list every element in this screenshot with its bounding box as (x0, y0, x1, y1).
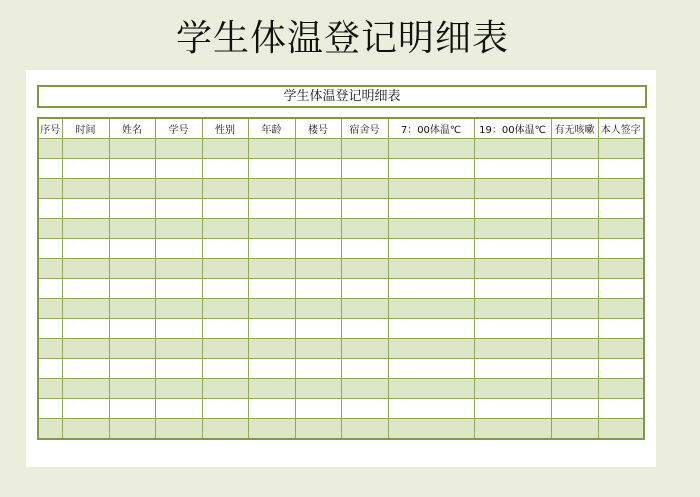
table-cell[interactable] (551, 399, 598, 419)
table-cell[interactable] (341, 239, 388, 259)
table-cell[interactable] (341, 219, 388, 239)
table-cell[interactable] (341, 159, 388, 179)
table-cell[interactable] (551, 179, 598, 199)
table-cell[interactable] (388, 419, 474, 440)
column-header[interactable]: 年龄 (248, 118, 295, 139)
table-row (38, 259, 644, 279)
table-row (38, 319, 644, 339)
table-cell[interactable] (62, 199, 109, 219)
table-cell[interactable] (248, 239, 295, 259)
column-header[interactable]: 性别 (202, 118, 248, 139)
table-cell[interactable] (38, 279, 62, 299)
table-cell[interactable] (295, 379, 341, 399)
table-cell[interactable] (341, 259, 388, 279)
table-cell[interactable] (341, 279, 388, 299)
column-header[interactable]: 19：00体温℃ (474, 118, 551, 139)
table-cell[interactable] (109, 139, 155, 159)
table-row (38, 179, 644, 199)
table-cell[interactable] (202, 319, 248, 339)
table-row (38, 339, 644, 359)
table-cell[interactable] (109, 199, 155, 219)
table-cell[interactable] (474, 279, 551, 299)
table-cell[interactable] (341, 379, 388, 399)
table-cell[interactable] (38, 359, 62, 379)
table-cell[interactable] (38, 339, 62, 359)
column-header[interactable]: 姓名 (109, 118, 155, 139)
table-cell[interactable] (248, 339, 295, 359)
table-cell[interactable] (551, 379, 598, 399)
table-cell[interactable] (341, 179, 388, 199)
table-cell[interactable] (155, 239, 202, 259)
table-cell[interactable] (155, 319, 202, 339)
table-cell[interactable] (388, 379, 474, 399)
table-cell[interactable] (202, 239, 248, 259)
table-cell[interactable] (598, 339, 644, 359)
table-cell[interactable] (341, 139, 388, 159)
table-cell[interactable] (295, 219, 341, 239)
table-cell[interactable] (248, 299, 295, 319)
table-cell[interactable] (388, 339, 474, 359)
table-cell[interactable] (202, 379, 248, 399)
table-cell[interactable] (38, 379, 62, 399)
table-cell[interactable] (598, 159, 644, 179)
table-cell[interactable] (388, 199, 474, 219)
table-cell[interactable] (155, 419, 202, 440)
table-cell[interactable] (474, 179, 551, 199)
column-header[interactable]: 楼号 (295, 118, 341, 139)
table-body (38, 139, 644, 440)
table-cell[interactable] (38, 159, 62, 179)
column-header[interactable]: 有无咳嗽 (551, 118, 598, 139)
table-cell[interactable] (155, 159, 202, 179)
table-cell[interactable] (388, 159, 474, 179)
table-cell[interactable] (109, 359, 155, 379)
table-cell[interactable] (551, 139, 598, 159)
table-cell[interactable] (109, 259, 155, 279)
table-cell[interactable] (474, 399, 551, 419)
page-title: 学生体温登记明细表 (175, 18, 509, 59)
table-cell[interactable] (202, 219, 248, 239)
table-cell[interactable] (474, 379, 551, 399)
table-cell[interactable] (109, 179, 155, 199)
table-cell[interactable] (109, 339, 155, 359)
table-cell[interactable] (62, 339, 109, 359)
table-cell[interactable] (295, 359, 341, 379)
table-cell[interactable] (388, 139, 474, 159)
table-cell[interactable] (248, 359, 295, 379)
table-row (38, 359, 644, 379)
table-cell[interactable] (62, 179, 109, 199)
table-cell[interactable] (62, 279, 109, 299)
table-cell[interactable] (248, 199, 295, 219)
table-row (38, 139, 644, 159)
table-cell[interactable] (295, 199, 341, 219)
table-cell[interactable] (62, 319, 109, 339)
table-cell[interactable] (202, 279, 248, 299)
table-cell[interactable] (598, 299, 644, 319)
table-cell[interactable] (598, 259, 644, 279)
table-cell[interactable] (248, 319, 295, 339)
table-cell[interactable] (388, 399, 474, 419)
column-header[interactable]: 序号 (38, 118, 62, 139)
table-cell[interactable] (248, 259, 295, 279)
table-cell[interactable] (341, 419, 388, 440)
table-cell[interactable] (62, 379, 109, 399)
table-cell[interactable] (598, 179, 644, 199)
table-row (38, 239, 644, 259)
table-cell[interactable] (62, 419, 109, 440)
table-cell[interactable] (155, 299, 202, 319)
table-row (38, 399, 644, 419)
table-row (38, 159, 644, 179)
table-row (38, 419, 644, 440)
table-cell[interactable] (248, 279, 295, 299)
table-cell[interactable] (202, 419, 248, 440)
column-header[interactable]: 时间 (62, 118, 109, 139)
spreadsheet-sheet (26, 70, 656, 467)
table-cell[interactable] (155, 259, 202, 279)
table-cell[interactable] (295, 179, 341, 199)
table-cell[interactable] (341, 399, 388, 419)
table-cell[interactable] (295, 139, 341, 159)
table-cell[interactable] (155, 359, 202, 379)
table-cell[interactable] (474, 219, 551, 239)
table-cell[interactable] (474, 359, 551, 379)
table-cell[interactable] (598, 379, 644, 399)
table-cell[interactable] (202, 139, 248, 159)
table-cell[interactable] (474, 199, 551, 219)
table-cell[interactable] (474, 159, 551, 179)
table-cell[interactable] (38, 199, 62, 219)
table-cell[interactable] (474, 139, 551, 159)
table-cell[interactable] (38, 319, 62, 339)
table-cell[interactable] (109, 239, 155, 259)
table-cell[interactable] (551, 239, 598, 259)
table-cell[interactable] (62, 259, 109, 279)
table-cell[interactable] (248, 159, 295, 179)
table-cell[interactable] (38, 259, 62, 279)
table-cell[interactable] (248, 179, 295, 199)
table-cell[interactable] (474, 299, 551, 319)
table-cell[interactable] (38, 239, 62, 259)
table-cell[interactable] (474, 319, 551, 339)
table-row (38, 199, 644, 219)
table-cell[interactable] (551, 219, 598, 239)
table-cell[interactable] (295, 259, 341, 279)
table-cell[interactable] (38, 419, 62, 440)
table-cell[interactable] (388, 359, 474, 379)
table-cell[interactable] (295, 339, 341, 359)
table-cell[interactable] (388, 179, 474, 199)
table-cell[interactable] (295, 239, 341, 259)
table-cell[interactable] (474, 339, 551, 359)
table-cell[interactable] (248, 419, 295, 440)
table-cell[interactable] (155, 379, 202, 399)
table-cell[interactable] (202, 159, 248, 179)
sheet-title: 学生体温登记明细表 (37, 85, 647, 108)
table-cell[interactable] (155, 339, 202, 359)
table-cell[interactable] (155, 399, 202, 419)
table-cell[interactable] (551, 339, 598, 359)
table-cell[interactable] (109, 299, 155, 319)
table-cell[interactable] (295, 279, 341, 299)
table-cell[interactable] (551, 279, 598, 299)
table-cell[interactable] (295, 399, 341, 419)
table-cell[interactable] (388, 299, 474, 319)
table-cell[interactable] (62, 359, 109, 379)
table-cell[interactable] (598, 219, 644, 239)
table-cell[interactable] (202, 359, 248, 379)
table-cell[interactable] (474, 259, 551, 279)
table-cell[interactable] (598, 319, 644, 339)
table-cell[interactable] (248, 139, 295, 159)
table-cell[interactable] (551, 199, 598, 219)
table-cell[interactable] (248, 399, 295, 419)
table-cell[interactable] (551, 299, 598, 319)
table-cell[interactable] (109, 399, 155, 419)
table-cell[interactable] (598, 419, 644, 440)
table-cell[interactable] (388, 279, 474, 299)
table-cell[interactable] (155, 179, 202, 199)
table-cell[interactable] (551, 319, 598, 339)
table-cell[interactable] (551, 419, 598, 440)
table-cell[interactable] (202, 299, 248, 319)
table-cell[interactable] (474, 419, 551, 440)
table-cell[interactable] (388, 319, 474, 339)
table-cell[interactable] (109, 279, 155, 299)
table-cell[interactable] (598, 139, 644, 159)
table-cell[interactable] (388, 239, 474, 259)
table-cell[interactable] (248, 379, 295, 399)
table-cell[interactable] (474, 239, 551, 259)
column-header[interactable]: 本人签字 (598, 118, 644, 139)
table-cell[interactable] (62, 239, 109, 259)
table-cell[interactable] (341, 319, 388, 339)
table-cell[interactable] (38, 179, 62, 199)
table-cell[interactable] (295, 319, 341, 339)
table-cell[interactable] (202, 199, 248, 219)
table-cell[interactable] (155, 199, 202, 219)
table-cell[interactable] (341, 299, 388, 319)
table-cell[interactable] (38, 399, 62, 419)
table-cell[interactable] (62, 399, 109, 419)
table-cell[interactable] (341, 339, 388, 359)
table-row (38, 379, 644, 399)
table-cell[interactable] (109, 379, 155, 399)
table-cell[interactable] (295, 419, 341, 440)
header-row (38, 118, 644, 139)
table-cell[interactable] (388, 259, 474, 279)
table-row (38, 279, 644, 299)
table-cell[interactable] (155, 139, 202, 159)
table-cell[interactable] (109, 219, 155, 239)
table-cell[interactable] (248, 219, 295, 239)
table-row (38, 299, 644, 319)
table-cell[interactable] (202, 339, 248, 359)
table-cell[interactable] (598, 399, 644, 419)
table-cell[interactable] (155, 219, 202, 239)
table-cell[interactable] (38, 219, 62, 239)
table-cell[interactable] (62, 139, 109, 159)
table-row (38, 219, 644, 239)
table-cell[interactable] (109, 159, 155, 179)
table-cell[interactable] (295, 159, 341, 179)
table-cell[interactable] (551, 259, 598, 279)
table-cell[interactable] (202, 399, 248, 419)
table-cell[interactable] (155, 279, 202, 299)
column-header[interactable]: 7：00体温℃ (388, 118, 474, 139)
table-cell[interactable] (38, 139, 62, 159)
table-cell[interactable] (598, 279, 644, 299)
table-cell[interactable] (388, 219, 474, 239)
column-header[interactable]: 学号 (155, 118, 202, 139)
table-cell[interactable] (109, 419, 155, 440)
table-cell[interactable] (598, 359, 644, 379)
temperature-table (37, 117, 645, 440)
table-cell[interactable] (202, 179, 248, 199)
table-cell[interactable] (62, 299, 109, 319)
table-cell[interactable] (551, 159, 598, 179)
table-cell[interactable] (341, 359, 388, 379)
table-cell[interactable] (62, 159, 109, 179)
table-cell[interactable] (341, 199, 388, 219)
table-cell[interactable] (295, 299, 341, 319)
table-cell[interactable] (598, 239, 644, 259)
table-cell[interactable] (598, 199, 644, 219)
table-cell[interactable] (62, 219, 109, 239)
table-cell[interactable] (109, 319, 155, 339)
table-cell[interactable] (38, 299, 62, 319)
column-header[interactable]: 宿舍号 (341, 118, 388, 139)
table-cell[interactable] (202, 259, 248, 279)
table-cell[interactable] (551, 359, 598, 379)
